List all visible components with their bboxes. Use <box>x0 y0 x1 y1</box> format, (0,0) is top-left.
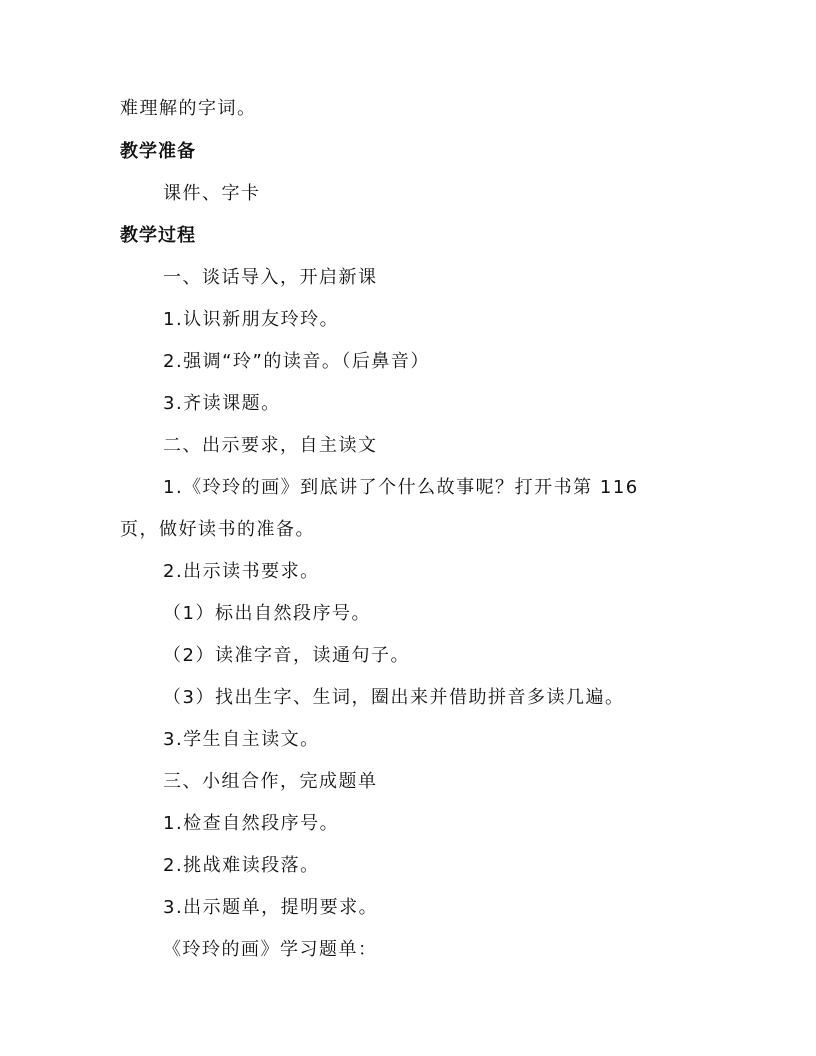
text-line-continuation: 页，做好读书的准备。 <box>120 519 315 540</box>
list-item: 1.认识新朋友玲玲。 <box>163 309 340 330</box>
list-item: （3）找出生字、生词，圈出来并借助拼音多读几遍。 <box>163 687 625 708</box>
list-item: 2.强调“玲”的读音。（后鼻音） <box>163 351 430 372</box>
list-item: 2.挑战难读段落。 <box>163 855 320 876</box>
section-heading-preparation: 教学准备 <box>120 141 196 162</box>
worksheet-title: 《玲玲的画》学习题单： <box>163 939 378 960</box>
list-item: （1）标出自然段序号。 <box>163 603 371 624</box>
subsection-heading: 一、谈话导入，开启新课 <box>163 267 378 288</box>
list-item: 2.出示读书要求。 <box>163 561 320 582</box>
list-item: 3.学生自主读文。 <box>163 729 320 750</box>
subsection-heading: 三、小组合作，完成题单 <box>163 771 378 792</box>
text-line: 课件、字卡 <box>163 183 261 204</box>
list-item: 3.齐读课题。 <box>163 393 281 414</box>
list-item: 3.出示题单，提明要求。 <box>163 897 379 918</box>
list-item: （2）读准字音，读通句子。 <box>163 645 410 666</box>
text-line: 难理解的字词。 <box>120 98 257 119</box>
section-heading-process: 教学过程 <box>120 225 196 246</box>
list-item: 1.《玲玲的画》到底讲了个什么故事呢？打开书第 116 <box>163 477 639 498</box>
list-item: 1.检查自然段序号。 <box>163 813 340 834</box>
subsection-heading: 二、出示要求，自主读文 <box>163 435 378 456</box>
